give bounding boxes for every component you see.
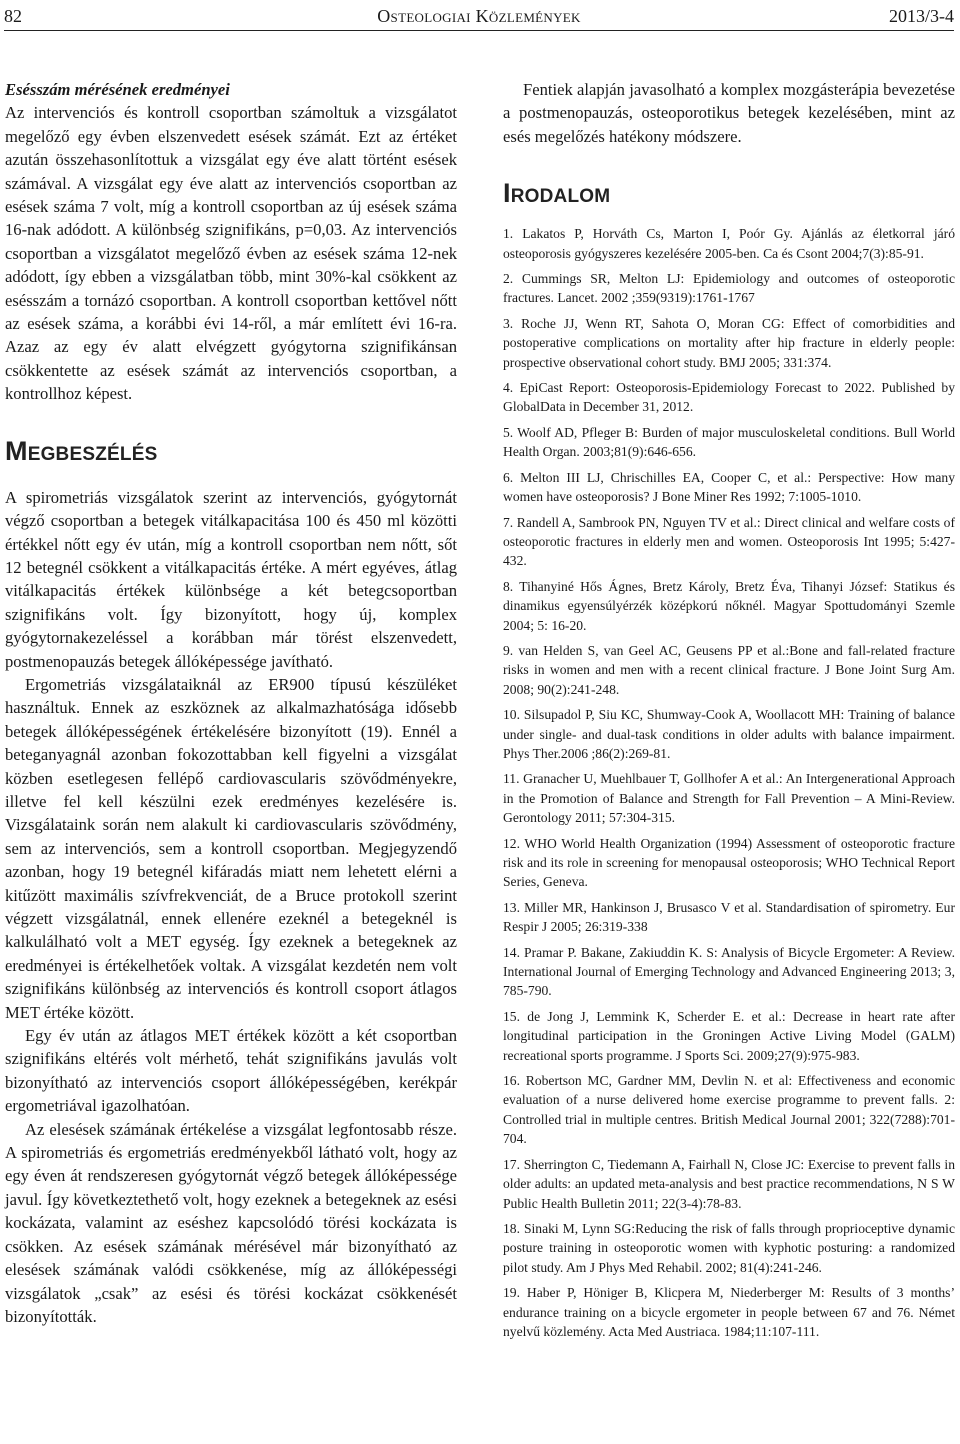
references-heading: Irodalom — [503, 178, 611, 209]
reference-list — [503, 224, 955, 1341]
reference-item: 10. Silsupadol P, Siu KC, Shumway-Cook A, Woollacott MH: Training of balance under single- and dual-task conditions in older adults with balance impairment. Phys Ther.2006 ;86(2):269-81. — [503, 707, 955, 761]
discussion-paragraph-4: Az elesések számának értékelése a vizsgálat legfontosabb része. A spirometriás és ergometriás eredményekből látható volt, hogy az egy éven át rendszeresen gyógytornát végző betegek állóképessége javul. Így következtethető volt, hogy ezeknek a betegeknek az esési kockázata, valamint az eséshez kapcsolódó törési kockázata is csökken. Az esések számának mérésével már bizonyítható az elesések számának valódi csökkenése, míg az állóképességi vizsgálatok „csak” az esési és törési kockázat csökkenését bizonyították. — [5, 1119, 457, 1326]
reference-item: 2. Cummings SR, Melton LJ: Epidemiology and outcomes of osteoporotic fractures. Lancet. 2002 ;359(9319):1761-1767 — [503, 271, 955, 306]
reference-item: 3. Roche JJ, Wenn RT, Sahota O, Moran CG: Effect of comorbidities and postoperative complications on mortality after hip fracture in elderly people: prospective observational cohort study. BMJ 2005; 331:374. — [503, 315, 955, 370]
reference-item: 12. WHO World Health Organization (1994) Assessment of osteoporotic fracture risk and its role in screening for menopausal osteoporosis; WHO Technical Report Series, Geneva. — [503, 835, 955, 890]
discussion-heading: Megbeszélés — [5, 435, 158, 466]
reference-item: 17. Sherrington C, Tiedemann A, Fairhall N, Close JC: Exercise to prevent falls in older adults: an updated meta-analysis and best practice recommendations, N S W Public Health Bulletin 2011; 22(3-4):78-83. — [503, 1156, 955, 1211]
reference-item: 15. de Jong J, Lemmink K, Scherder E. et al.: Decrease in heart rate after longitudinal participation in the Groningen Active Living Model (GALM) recreational sports programme. J Sports Sci. 2009;27(9):975-983. — [503, 1008, 955, 1063]
reference-item: 6. Melton III LJ, Chrischilles EA, Cooper C, et al.: Perspective: How many women have osteoporosis? J Bone Miner Res 1992; 7:1005-1010. — [503, 469, 955, 505]
reference-item: 8. Tihanyiné Hős Ágnes, Bretz Károly, Bretz Éva, Tihanyi József: Statikus és dinamikus egyensúlyérzék középkorú nőknél. Magyar Spottudományi Szemle 2004; 5: 16-20. — [503, 578, 955, 633]
issue-number: 2013/3-4 — [889, 6, 954, 26]
discussion-paragraph-3: Egy év után az átlagos MET értékek között a két csoportban szignifikáns eltérés volt mérhető, tehát szignifikáns javulás volt bizonyítható az intervenciós csoport állóképességében, kerékpár ergometriával igazolhatóan. — [5, 1026, 457, 1116]
reference-item: 4. EpiCast Report: Osteoporosis-Epidemiology Forecast to 2022. Published by GlobalData in December 31, 2012. — [503, 380, 955, 415]
reference-item: 19. Haber P, Höniger B, Klicpera M, Niederberger M: Results of 3 months’ endurance training on a bicycle ergometer in people between 67 and 76. Német nyelvű közlemény. Acta Med Austriaca. 1984;11:107-111. — [503, 1285, 955, 1339]
reference-item: 1. Lakatos P, Horváth Cs, Marton I, Poór Gy. Ajánlás az életkorral járó osteoporosis gyógyszeres kezelésére 2005-ben. Ca és Csont 2004;7(3):85-91. — [503, 226, 955, 261]
reference-item: 14. Pramar P. Bakane, Zakiuddin K. S: Analysis of Bicycle Ergometer: A Review. International Journal of Emerging Technology and Advanced Engineering 2013; 3, 785-790. — [503, 944, 955, 999]
conclusion-paragraph: Fentiek alapján javasolható a komplex mozgásterápia bevezetése a postmenopauzás, osteoporotikus betegek kezelésében, mint az esés megelőzés hatékony módszere. — [503, 80, 955, 146]
page-number: 82 — [4, 6, 22, 26]
right-column — [503, 78, 955, 1347]
left-column — [5, 78, 457, 1328]
journal-title: Osteologiai Közlemények — [377, 6, 581, 26]
discussion-paragraph-2: Ergometriás vizsgálataiknál az ER900 típusú készüléket használtuk. Ennek az eszköznek az alkalmazhatósága idősebb betegek állóképességének értékelésére bizonyított (19). Ennél a beteganyagnál azonban fokozottabban kell figyelni a vizsgálat közben esetlegesen fellépő cardiovascularis szövődményekre, illetve fel kell készülni ezek eredményes kezelésére is. Vizsgálataink során nem alakult ki cardiovascularis szövődmény, sem az intervenciós, sem a kontroll csoportban. Megjegyzendő azonban, hogy 19 betegnél kifáradás miatt nem lehetett elérni a kitűzött maximális szívfrekvenciát, de a Bruce protokoll szerint végzett vizsgálatnál, ennek ellenére ezeknél a betegeknél is kalkulálható volt a MET egység. Így ezeknek a betegeknek az eredményei is értékelhetőek voltak. A vizsgálat kezdetén nem volt szignifikáns különbség az intervenciós és kontroll csoport átlagos MET értéke között. — [5, 674, 457, 1022]
reference-item: 7. Randell A, Sambrook PN, Nguyen TV et al.: Direct clinical and welfare costs of osteoporotic fractures in elderly men and women. Osteoporosis Int 1995; 5:427-432. — [503, 514, 955, 569]
results-paragraph: Az intervenciós és kontroll csoportban számoltuk a vizsgálatot megelőző egy évben elszenvedett esések számát. Ezt az értéket azután összehasonlítottuk a vizsgálat egy éve alatt történt esések számával. A vizsgálat egy éve alatt az intervenciós csoportban az esések száma 7 volt, míg a kontroll csoportban az új esések száma 16-nak adódott. A különbség szignifikáns, p=0,03. Az intervenciós csoportban a vizsgálatot megelőző évben az esések száma 12-nek adódott, így ebben a vizsgálatban több, mint 30%-kal csökkent az esésszám a tornázó csoportban. A kontroll csoportban kettővel nőtt az esések száma, a korábbi évi 14-ről, a már említett évi 16-ra. Azaz az egy év alatt elvégzett gyógytorna szignifikánsan csökkentette az esések számát az intervenciós csoportban, a kontrollhoz képest. — [5, 103, 457, 404]
reference-item: 16. Robertson MC, Gardner MM, Devlin N. et al: Effectiveness and economic evaluation of a nurse delivered home exercise programme to prevent falls. 2: Controlled trial in multiple centres. British Medical Journal 2001; 322(7288):701-704. — [503, 1073, 955, 1147]
reference-item: 5. Woolf AD, Pfleger B: Burden of major musculoskeletal conditions. Bull World Health Organ. 2003;81(9):646-656. — [503, 424, 955, 460]
reference-item: 18. Sinaki M, Lynn SG:Reducing the risk of falls through proprioceptive dynamic posture training in osteoporotic women with kyphotic posturing: a randomized pilot study. Am J Phys Med Rehabil. 2002; 81(4):241-246. — [503, 1220, 955, 1275]
results-subheading: Esésszám mérésének eredményei — [5, 80, 230, 99]
reference-item: 13. Miller MR, Hankinson J, Brusasco V et al. Standardisation of spirometry. Eur Respir J 2005; 26:319-338 — [503, 899, 955, 935]
page-header — [4, 0, 954, 31]
reference-item: 9. van Helden S, van Geel AC, Geusens PP et al.:Bone and fall-related fracture risks in women and men with a recent clinical fracture. J Bone Joint Surg Am. 2008; 90(2):241-248. — [503, 642, 955, 697]
discussion-paragraph-1: A spirometriás vizsgálatok szerint az intervenciós, gyógytornát végző csoportban a betegek vitálkapacitása 100 és 450 ml közötti értékkel nőtt egy év után, míg a kontroll csoportban nem nőtt, sőt 12 betegnél csökkent a vitálkapacitás értéke. A mért egyéves, átlag vitálkapacitás értékek különbsége a két betegcsoportban szignifikáns volt. Így bizonyított, hogy új, komplex gyógytornakezeléssel a korábban már törést elszenvedett, postmenopauzás betegek állóképessége javítható. — [5, 487, 457, 671]
reference-item: 11. Granacher U, Muehlbauer T, Gollhofer A et al.: An Intergenerational Approach in the Promotion of Balance and Strength for Fall Prevention – A Mini-Review. Gerontology 2011; 57:304-315. — [503, 771, 955, 826]
